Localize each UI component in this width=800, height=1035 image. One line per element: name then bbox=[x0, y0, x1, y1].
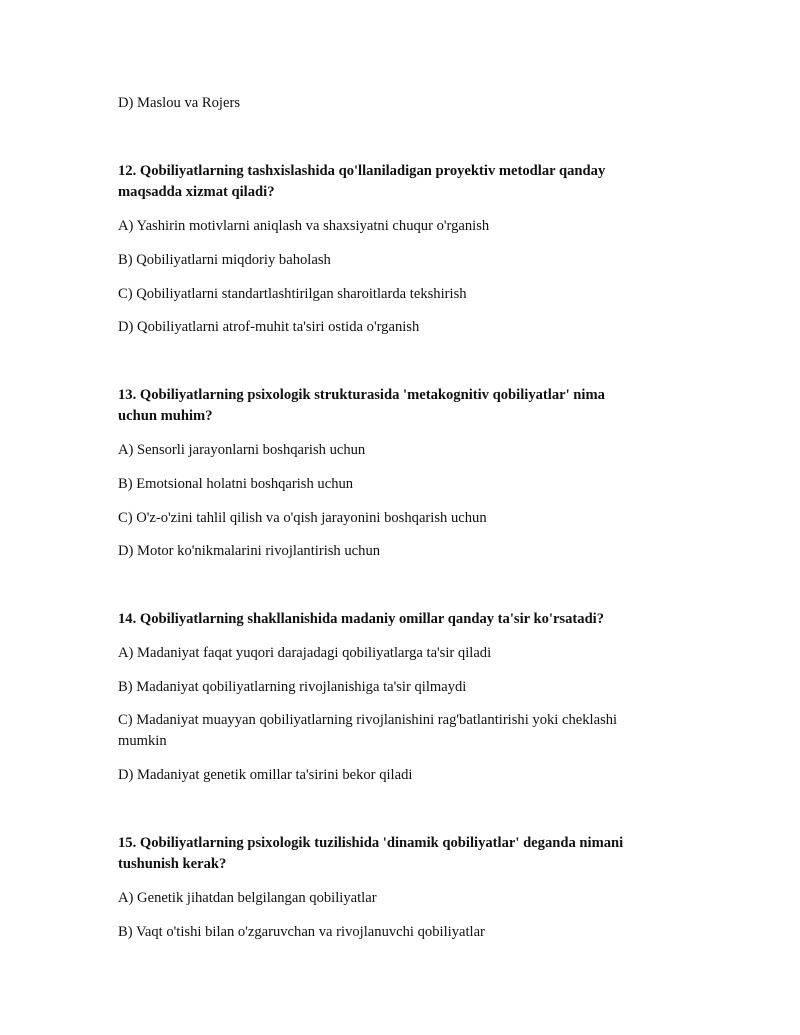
answer-option-c: C) O'z-o'zini tahlil qilish va o'qish jarayonini boshqarish uchun bbox=[118, 510, 487, 526]
answer-option-a: A) Genetik jihatdan belgilangan qobiliyatlar bbox=[118, 890, 377, 906]
question-title: 14. Qobiliyatlarning shakllanishida madaniy omillar qanday ta'sir ko'rsatadi? bbox=[118, 611, 605, 627]
answer-option-c-continued: mumkin bbox=[118, 733, 167, 749]
answer-option-a: A) Yashirin motivlarni aniqlash va shaxsiyatni chuqur o'rganish bbox=[118, 218, 490, 234]
question-title: 15. Qobiliyatlarning psixologik tuzilishida 'dinamik qobiliyatlar' deganda nimani bbox=[118, 835, 624, 851]
answer-option-a: A) Sensorli jarayonlarni boshqarish uchun bbox=[118, 442, 366, 458]
question-title-continued: tushunish kerak? bbox=[118, 856, 227, 872]
answer-option-b: B) Madaniyat qobiliyatlarning rivojlanishiga ta'sir qilmaydi bbox=[118, 679, 467, 695]
answer-option-b: B) Vaqt o'tishi bilan o'zgaruvchan va rivojlanuvchi qobiliyatlar bbox=[118, 924, 485, 940]
answer-option-b: B) Qobiliyatlarni miqdoriy baholash bbox=[118, 252, 331, 268]
question-title: 13. Qobiliyatlarning psixologik strukturasida 'metakognitiv qobiliyatlar' nima bbox=[118, 387, 605, 403]
answer-option-a: A) Madaniyat faqat yuqori darajadagi qobiliyatlarga ta'sir qiladi bbox=[118, 645, 492, 661]
answer-option-d: D) Qobiliyatlarni atrof-muhit ta'siri ostida o'rganish bbox=[118, 319, 420, 335]
question-title-continued: uchun muhim? bbox=[118, 408, 213, 424]
answer-option-c: C) Qobiliyatlarni standartlashtirilgan sharoitlarda tekshirish bbox=[118, 286, 467, 302]
answer-option-d: D) Madaniyat genetik omillar ta'sirini bekor qiladi bbox=[118, 767, 413, 783]
answer-option-b: B) Emotsional holatni boshqarish uchun bbox=[118, 476, 354, 492]
question-title: 12. Qobiliyatlarning tashxislashida qo'llaniladigan proyektiv metodlar qanday bbox=[118, 163, 606, 179]
answer-option-c: C) Madaniyat muayyan qobiliyatlarning rivojlanishini rag'batlantirishi yoki cheklashi bbox=[118, 712, 618, 728]
answer-option-d: D) Maslou va Rojers bbox=[118, 95, 241, 111]
question-title-continued: maqsadda xizmat qiladi? bbox=[118, 184, 275, 200]
answer-option-d: D) Motor ko'nikmalarini rivojlantirish uchun bbox=[118, 543, 381, 559]
